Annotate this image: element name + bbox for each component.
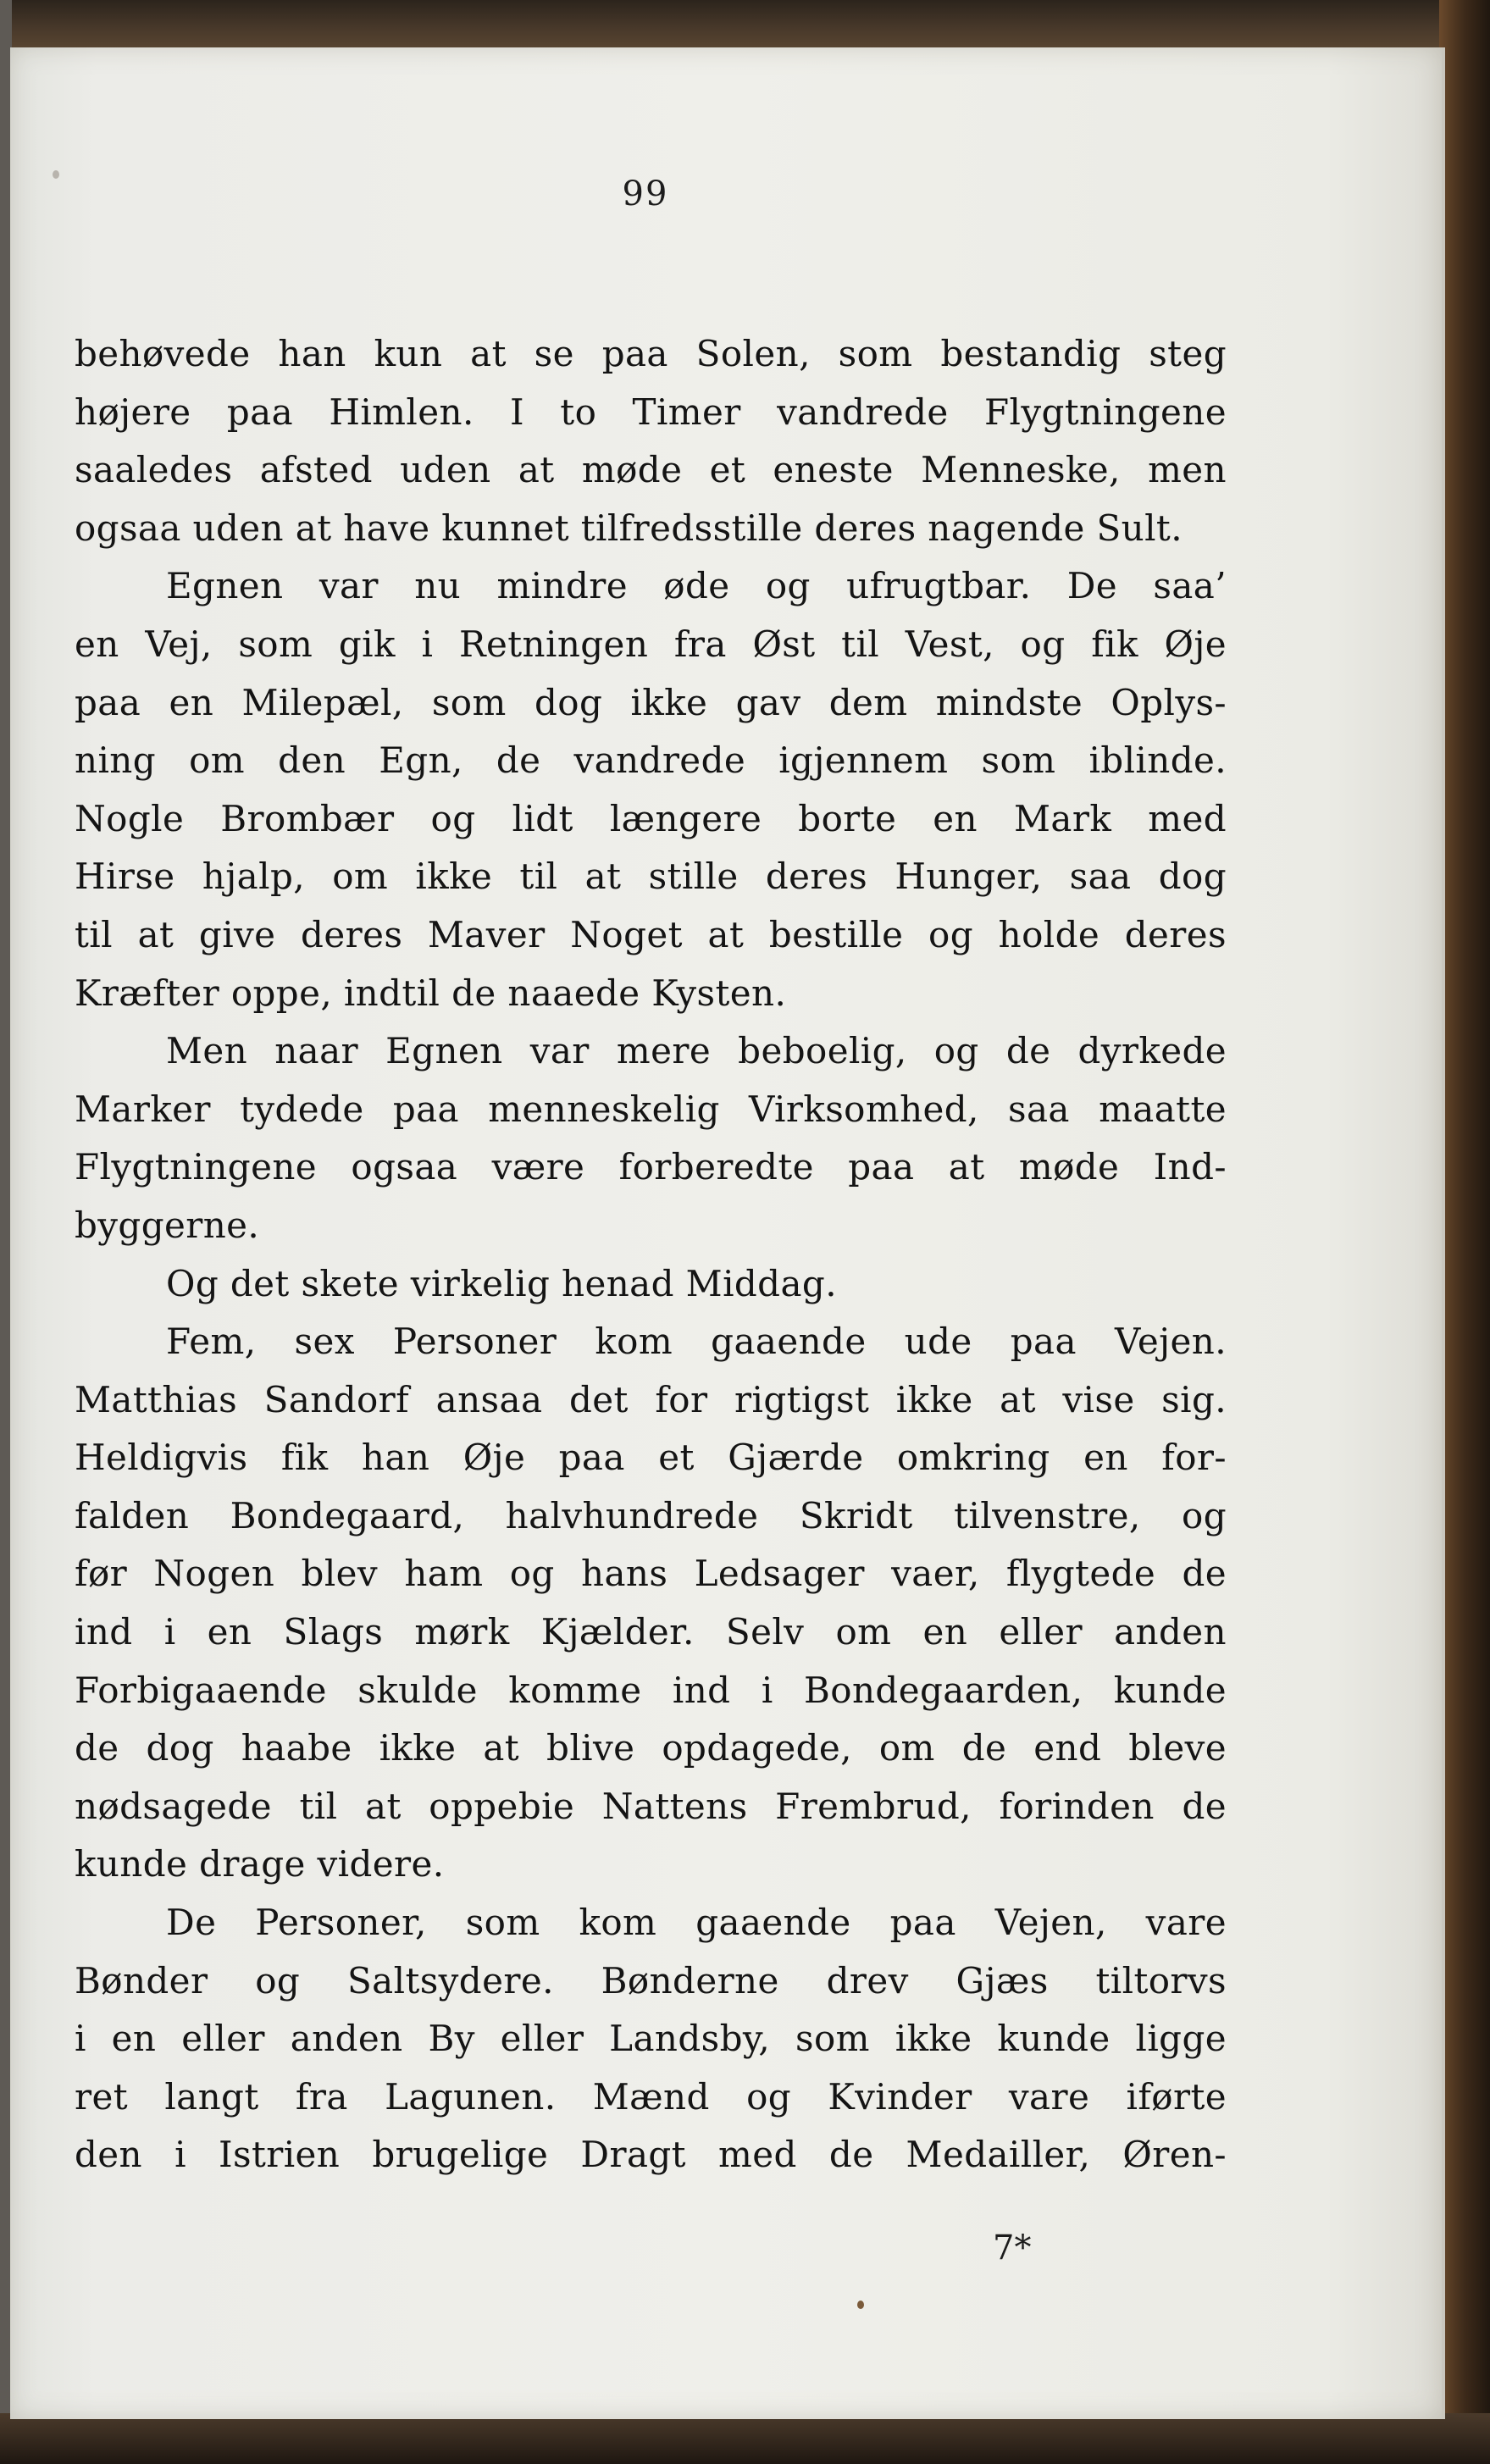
- paragraph-first-line: Men naar Egnen var mere beboelig, og de dyrkede: [166, 1030, 1227, 1072]
- book-cover-top-edge: [0, 0, 1490, 51]
- text-line: til at give deres Maver Noget at bestille og holde deres: [75, 913, 1227, 955]
- text-line: ind i en Slags mørk Kjælder. Selv om en eller anden: [75, 1611, 1227, 1653]
- text-line: før Nogen blev ham og hans Ledsager vaer, flygtede de: [75, 1553, 1227, 1595]
- text-line: Bønder og Saltsydere. Bønderne drev Gjæs tiltorvs: [75, 1959, 1227, 2002]
- text-line: Marker tydede paa menneskelig Virksomhed, saa maatte: [75, 1088, 1227, 1130]
- text-line: en Vej, som gik i Retningen fra Øst til Vest, og fik Øje: [75, 623, 1227, 665]
- page-number: 99: [622, 174, 669, 213]
- text-line: byggerne.: [75, 1204, 260, 1246]
- text-line: Heldigvis fik han Øje paa et Gjærde omkring en for-: [75, 1437, 1227, 1479]
- text-line: saaledes afsted uden at møde et eneste Menneske, men: [75, 449, 1227, 491]
- text-line: Nogle Brombær og lidt længere borte en Mark med: [75, 797, 1227, 839]
- text-line: ret langt fra Lagunen. Mænd og Kvinder vare iførte: [75, 2075, 1227, 2118]
- book-cover-bottom-edge: [0, 2413, 1490, 2464]
- text-line: Hirse hjalp, om ikke til at stille deres Hunger, saa dog: [75, 855, 1227, 898]
- text-line: paa en Milepæl, som dog ikke gav dem mindste Oplys-: [75, 681, 1227, 723]
- text-line: højere paa Himlen. I to Timer vandrede Flygtningene: [75, 390, 1227, 433]
- book-cover-right-edge: [1439, 0, 1490, 2464]
- text-line: ogsaa uden at have kunnet tilfredsstille deres nagende Sult.: [75, 507, 1183, 549]
- text-line: Flygtningene ogsaa være forberedte paa at møde Ind-: [75, 1146, 1227, 1188]
- text-line: falden Bondegaard, halvhundrede Skridt tilvenstre, og: [75, 1494, 1227, 1537]
- text-line: Forbigaaende skulde komme ind i Bondegaarden, kunde: [75, 1669, 1227, 1711]
- paragraph-first-line: Og det skete virkelig henad Middag.: [166, 1262, 837, 1304]
- text-line: kunde drage videre.: [75, 1843, 445, 1885]
- text-line: i en eller anden By eller Landsby, som ikke kunde ligge: [75, 2018, 1227, 2060]
- text-line: de dog haabe ikke at blive opdagede, om de end bleve: [75, 1727, 1227, 1769]
- text-line: den i Istrien brugelige Dragt med de Medailler, Øren-: [75, 2134, 1227, 2176]
- book-page: [10, 47, 1445, 2419]
- paragraph-first-line: Fem, sex Personer kom gaaende ude paa Vejen.: [166, 1321, 1227, 1363]
- body-text: [75, 325, 1227, 2184]
- text-line: behøvede han kun at se paa Solen, som bestandig steg: [75, 333, 1227, 374]
- ink-dot: [857, 2301, 864, 2309]
- paragraph-first-line: De Personer, som kom gaaende paa Vejen, vare: [166, 1902, 1227, 1944]
- ink-dot: [53, 170, 59, 179]
- text-line: ning om den Egn, de vandrede igjennem som iblinde.: [75, 739, 1227, 782]
- paragraph-first-line: Egnen var nu mindre øde og ufrugtbar. De saa’: [166, 565, 1227, 607]
- text-line: Kræfter oppe, indtil de naaede Kysten.: [75, 972, 787, 1014]
- text-line: nødsagede til at oppebie Nattens Frembrud, forinden de: [75, 1785, 1227, 1827]
- text-line: Matthias Sandorf ansaa det for rigtigst ikke at vise sig.: [75, 1378, 1227, 1420]
- signature-mark: 7*: [993, 2229, 1032, 2267]
